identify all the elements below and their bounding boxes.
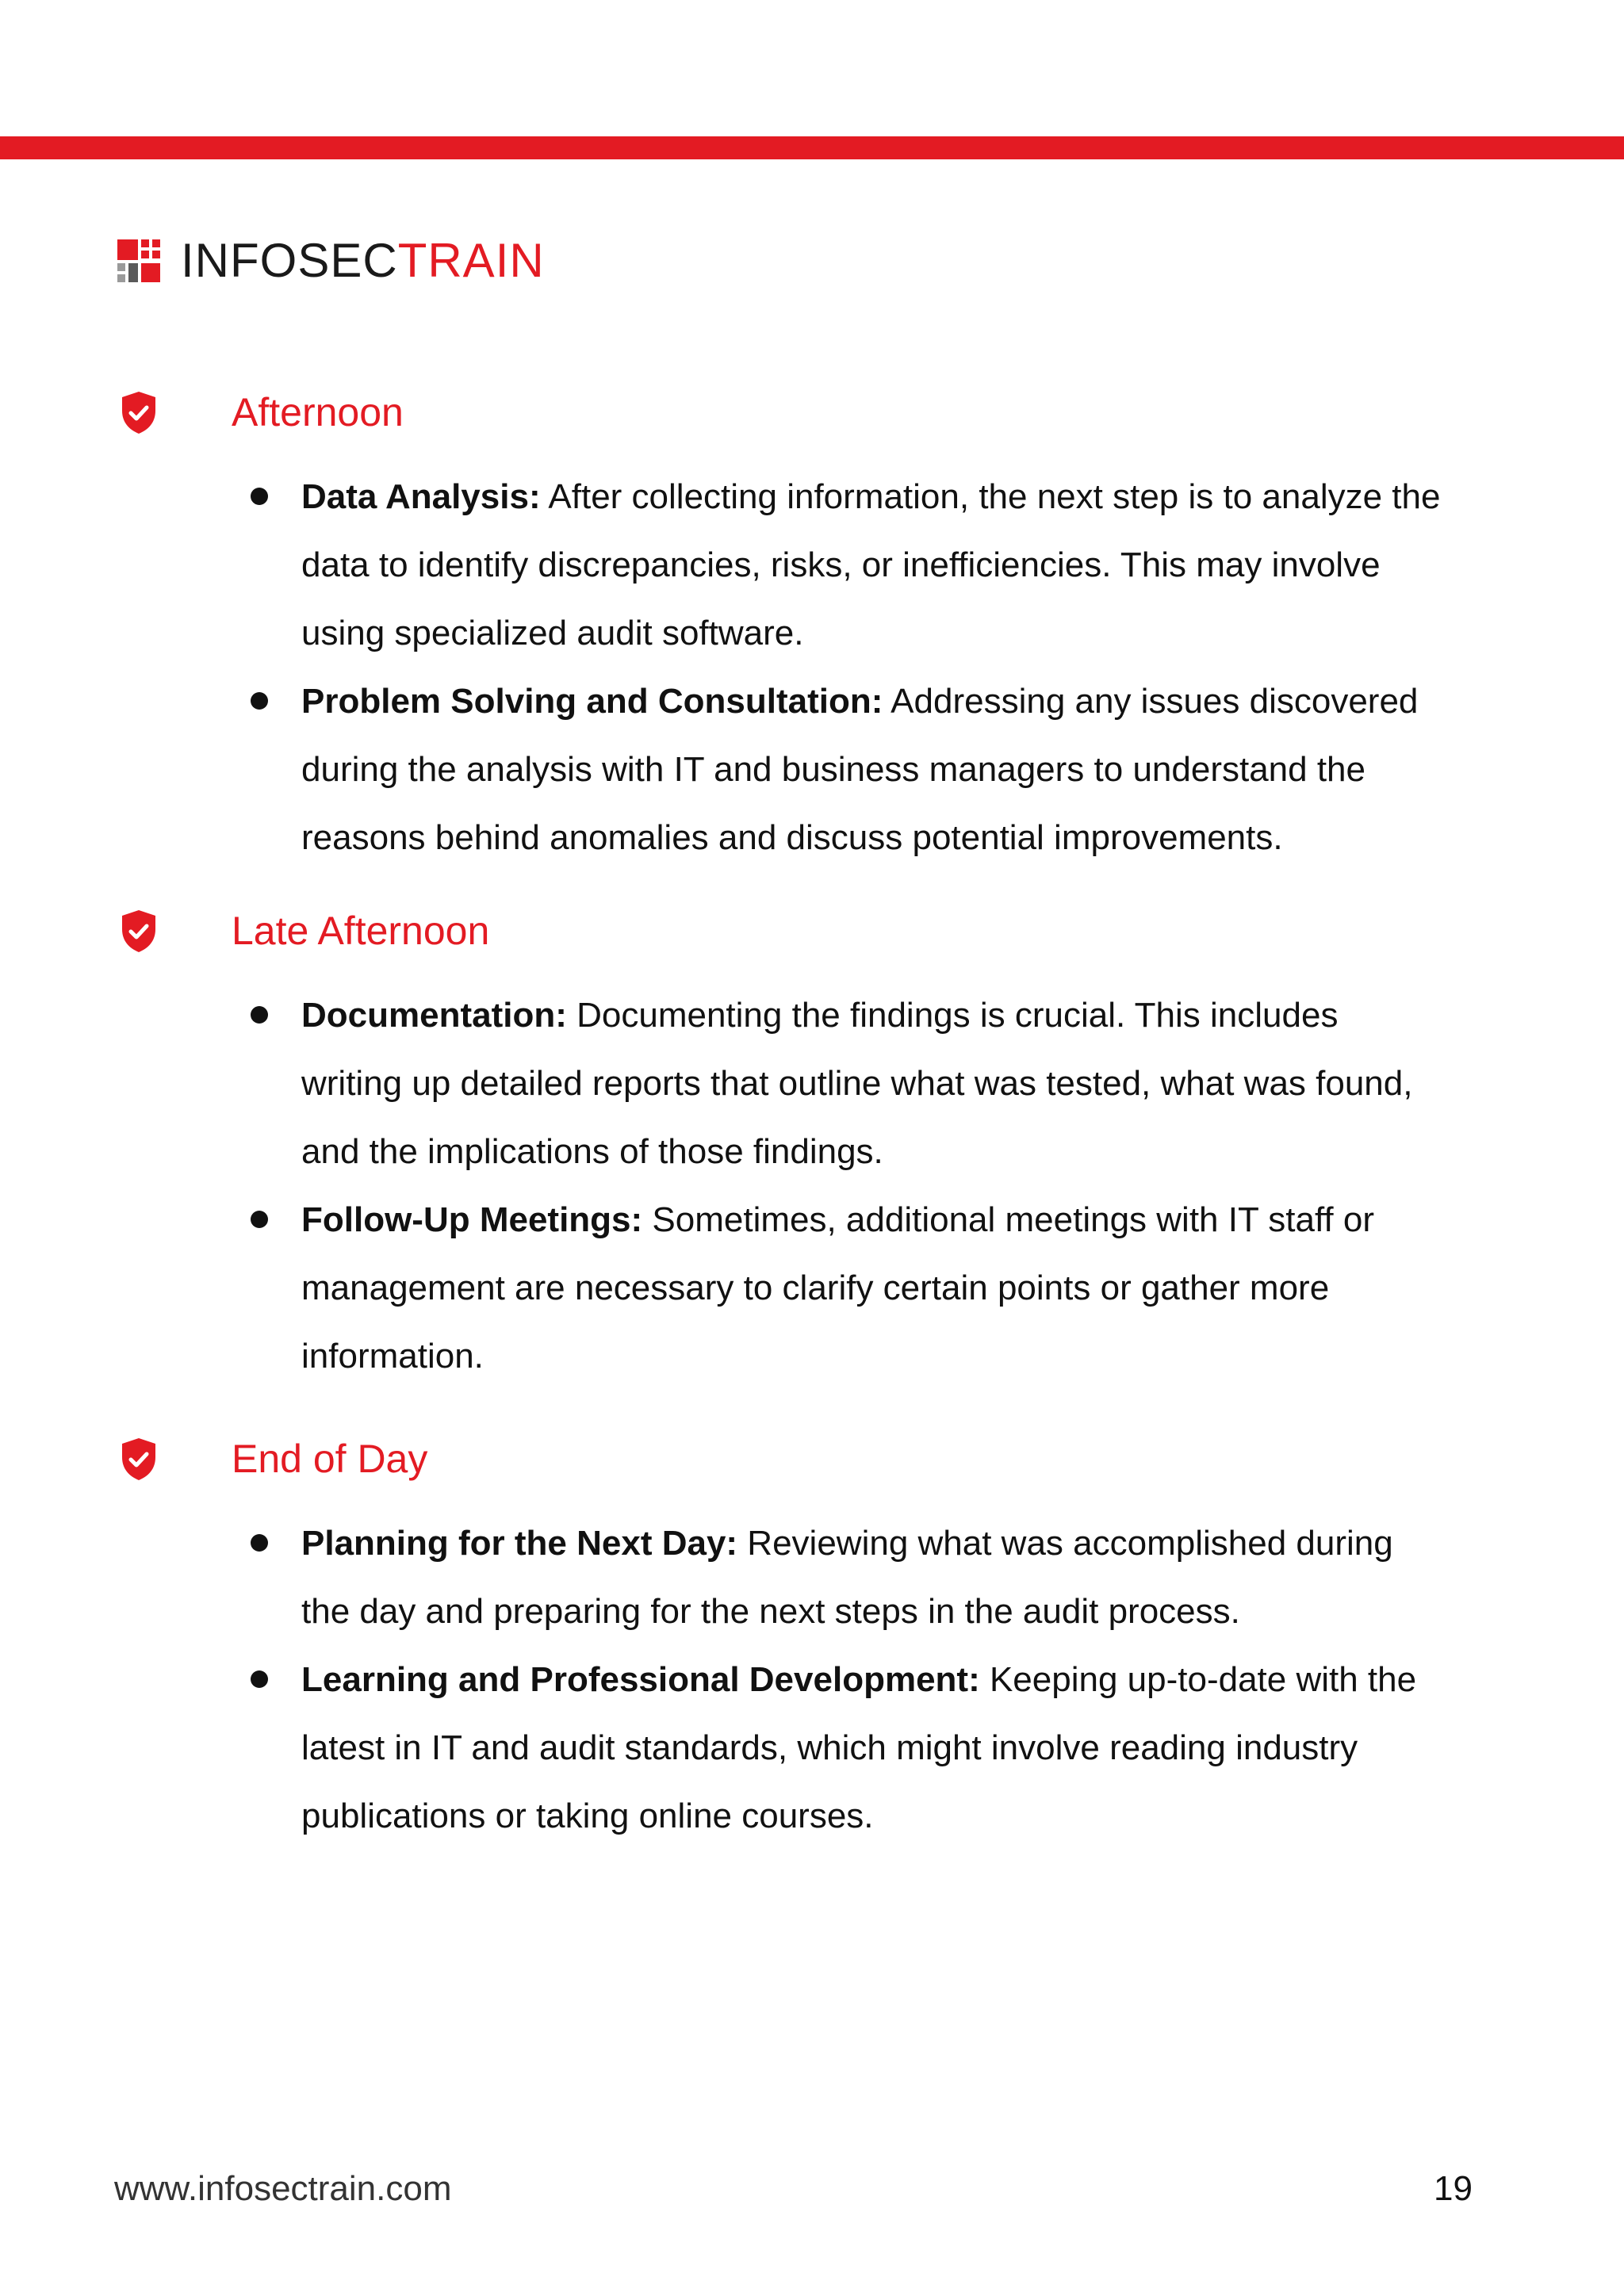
item-text: Sometimes, additional meetings with IT staff or management are necessary to clarify certain points or gather more information. [301,1200,1374,1376]
footer-website-link[interactable]: www.infosectrain.com [114,2169,452,2208]
logo-text-dark: INFOSEC [181,234,398,287]
item-label: Learning and Professional Development: [301,1660,980,1699]
item-label: Documentation: [301,996,567,1035]
top-accent-bar [0,136,1624,159]
item-label: Follow-Up Meetings: [301,1200,643,1239]
section-title: End of Day [232,1437,428,1481]
shield-check-icon [119,1437,159,1481]
bullet-dot [251,1670,268,1688]
bullet-dot [251,1211,268,1228]
item-label: Planning for the Next Day: [301,1524,738,1563]
bullet-dot [251,1534,268,1552]
bullet-dot [251,692,268,710]
logo-mark-icon [117,239,160,282]
list-item [301,1186,1443,1391]
section-end-of-day-header [119,1437,428,1481]
item-label: Data Analysis: [301,477,541,516]
bullet-dot [251,488,268,505]
logo-text [181,236,545,285]
item-text: After collecting information, the next step is to analyze the data to identify discrepancies, risks, or inefficiencies. This may involve using specialized audit software. [301,477,1441,652]
infosectrain-logo [117,236,545,285]
item-text: Addressing any issues discovered during the analysis with IT and business managers to understand the reasons behind anomalies and discuss potential improvements. [301,682,1419,857]
list-item [301,463,1443,668]
page-number: 19 [1434,2169,1473,2208]
section-late-afternoon-header [119,909,490,953]
list-item [301,982,1443,1186]
item-label: Problem Solving and Consultation: [301,682,883,721]
section-title: Late Afternoon [232,909,490,953]
shield-check-icon [119,390,159,434]
section-afternoon-header [119,390,404,434]
afternoon-list [301,463,1443,872]
section-title: Afternoon [232,390,404,434]
item-text: Documenting the findings is crucial. This includes writing up detailed reports that outline what was tested, what was found, and the implications of those findings. [301,996,1413,1171]
bullet-dot [251,1006,268,1024]
late-afternoon-list [301,982,1443,1391]
list-item [301,1510,1443,1646]
item-text: Reviewing what was accomplished during the day and preparing for the next steps in the audit process. [301,1524,1393,1631]
list-item [301,1646,1443,1850]
logo-text-accent: TRAIN [397,234,545,287]
end-of-day-list [301,1510,1443,1850]
shield-check-icon [119,909,159,953]
list-item [301,668,1443,872]
item-text: Keeping up-to-date with the latest in IT and audit standards, which might involve reading industry publications or taking online courses. [301,1660,1417,1835]
